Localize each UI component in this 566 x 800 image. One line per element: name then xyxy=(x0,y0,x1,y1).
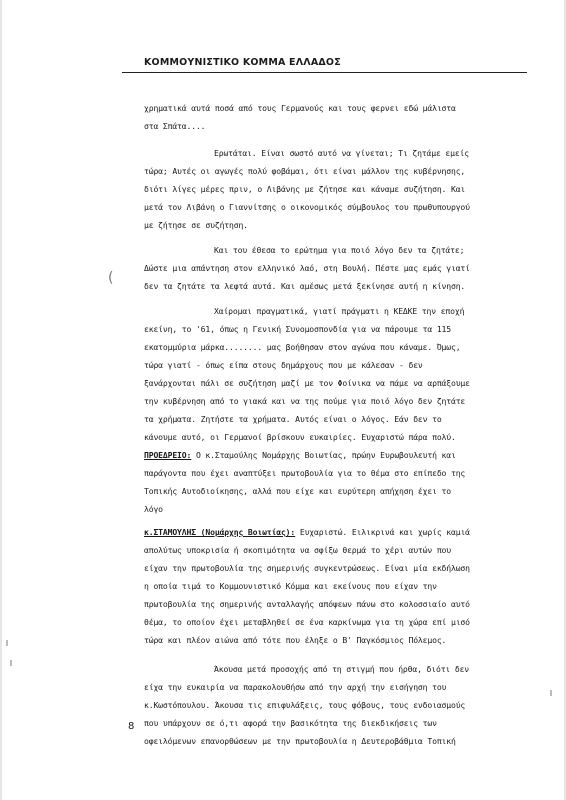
text-line: οφειλόμενων επανορθώσεων με την πρωτοβουλία η Δευτεροβάθμια Τοπική xyxy=(144,736,456,746)
speaker-label-proedreio: ΠΡΟΕΔΡΕΙΟ: xyxy=(144,450,192,460)
text-line: τώρα και πλέον αιώνα από τότε που έληξε ο Β' Παγκόσμιος Πόλεμος. xyxy=(144,635,447,645)
text-line: η οποία τιμά το Κομμουνιστικό Κόμμα και εκείνους που είχαν την xyxy=(144,581,437,591)
scan-speck xyxy=(6,640,8,646)
margin-mark: ( xyxy=(108,270,114,286)
text-line-proedreio xyxy=(144,450,456,460)
text-line: ξανάρχονται πάλι σε συζήτηση μαζί με τον Φοίνικα να πάμε να αρπάξουμε xyxy=(144,378,470,388)
text-line: με ζήτησε σε συζήτηση. xyxy=(144,220,248,230)
header-rule xyxy=(122,72,527,73)
text-line: Τοπικής Αυτοδιοίκησης, αλλά που είχε και ευρύτερη απήχηση έχει το xyxy=(144,486,451,496)
text-line: τώρα γιατί - όπως είπα στους δημάρχους που με κάλεσαν - δεν xyxy=(144,360,423,370)
text-line: απολύτως υποκρισία ή σκοπιμότητα να σφίξω θερμά το χέρι αυτών που xyxy=(144,545,451,555)
text-line: κ.Κωστόπουλου. Άκουσα τις επιφυλάξεις, τους φόβους, τους ενδοιασμούς xyxy=(144,700,466,710)
text-line: είχα την ευκαιρία να παρακολουθήσω από την αρχή την εισήγηση του xyxy=(144,682,447,692)
text-line: Άκουσα μετά προσοχής από τη στιγμή που ήρθα, διότι δεν xyxy=(214,664,470,674)
text-line: δεν τα ζητάτε τα λεφτά αυτά. Και αμέσως μετά ξεκίνησε αυτή η κίνηση. xyxy=(144,281,466,291)
text-line: διότι λίγες μέρες πριν, ο Λιβάνης με ζήτησε και κάναμε συζήτηση. Και xyxy=(144,184,466,194)
speaker-label-stamoulis: κ.ΣΤΑΜΟΥΛΗΣ (Νομάρχης Βοιωτίας): xyxy=(144,527,296,537)
text-line: τα χρήματα. Ζητήστε τα χρήματα. Αυτός είναι ο λόγος. Εάν δεν το xyxy=(144,414,442,424)
text-line: στα Σπάτα.... xyxy=(144,121,206,131)
text-line: παράγοντα που έχει αναπτύξει πρωτοβουλία για το θέμα στο επίπεδο της xyxy=(144,468,466,478)
scan-speck xyxy=(10,660,12,666)
text-line: εκείνη, το '61, όπως η Γενική Συνομοσπονδία για να πάρουμε τα 115 xyxy=(144,324,451,334)
speaker-text: Ευχαριστώ. Ειλικρινά και χωρίς καμιά xyxy=(295,527,470,537)
text-line: εκατομμύρια μάρκα........ μας βοήθησαν στον αγώνα που κάναμε. Όμως, xyxy=(144,342,461,352)
text-line: μετά τον Λιβάνη ο Γιαννίτσης ο οικονομικός σύμβουλος του πρωθυπουργού xyxy=(144,202,470,212)
text-line: που υπάρχουν σε ό,τι αφορά την βασικότητα της διεκδικήσεις των xyxy=(144,718,437,728)
text-line: είχαν την πρωτοβουλία της σημερινής συγκεντρώσεως. Είναι μία εκδήλωση xyxy=(144,563,470,573)
text-line: θέμα, το οποίον έχει μεταβληθεί σε ένα καρκίνωμα για τη χώρα επί μισό xyxy=(144,617,470,627)
text-line: Και του έθεσα το ερώτημα για ποιό λόγο δεν τα ζητάτε; xyxy=(214,245,465,255)
text-line: Χαίρομαι πραγματικά, γιατί πράγματι η ΚΕΔΚΕ την εποχή xyxy=(214,306,465,316)
document-header: ΚΟΜΜΟΥΝΙΣΤΙΚΟ ΚΟΜΜΑ ΕΛΛΑΔΟΣ xyxy=(144,57,341,68)
text-line: την κυβέρνηση από το γιακά και να της πούμε για ποιό λόγο δεν ζητάτε xyxy=(144,396,466,406)
page-number: 8 xyxy=(128,721,135,732)
text-line: Ερωτάται. Είναι σωστό αυτό να γίνεται; Τι ζητάμε εμείς xyxy=(214,148,470,158)
text-line: χρηματικά αυτά ποσά από τους Γερμανούς και τους φερνει εδώ μάλιστα xyxy=(144,103,456,113)
text-line: Δώστε μια απάντηση στον ελληνικό λαό, στη Βουλή. Πέστε μας εμάς γιατί xyxy=(144,263,470,273)
scan-edge-left xyxy=(0,0,2,800)
text-line: τώρα; Αυτές οι αγωγές πολύ φοβάμαι, ότι είναι μάλλον της κυβέρνησης, xyxy=(144,166,466,176)
speaker-text: Ο κ.Σταμούλης Νομάρχης Βοιωτίας, πρώην Ευρωβουλευτή και xyxy=(191,450,456,460)
text-line: κάνουμε αυτό, οι Γερμανοί βρίσκουν ευκαιρίες. Ευχαριστώ πάρα πολύ. xyxy=(144,432,456,442)
scan-speck xyxy=(550,690,552,696)
text-line-stamoulis xyxy=(144,527,470,537)
text-line: πρωτοβουλία της σημερινής ανταλλαγής απόψεων πάνω στο κολοσσιαίο αυτό xyxy=(144,599,470,609)
text-line: λόγο xyxy=(144,504,163,514)
